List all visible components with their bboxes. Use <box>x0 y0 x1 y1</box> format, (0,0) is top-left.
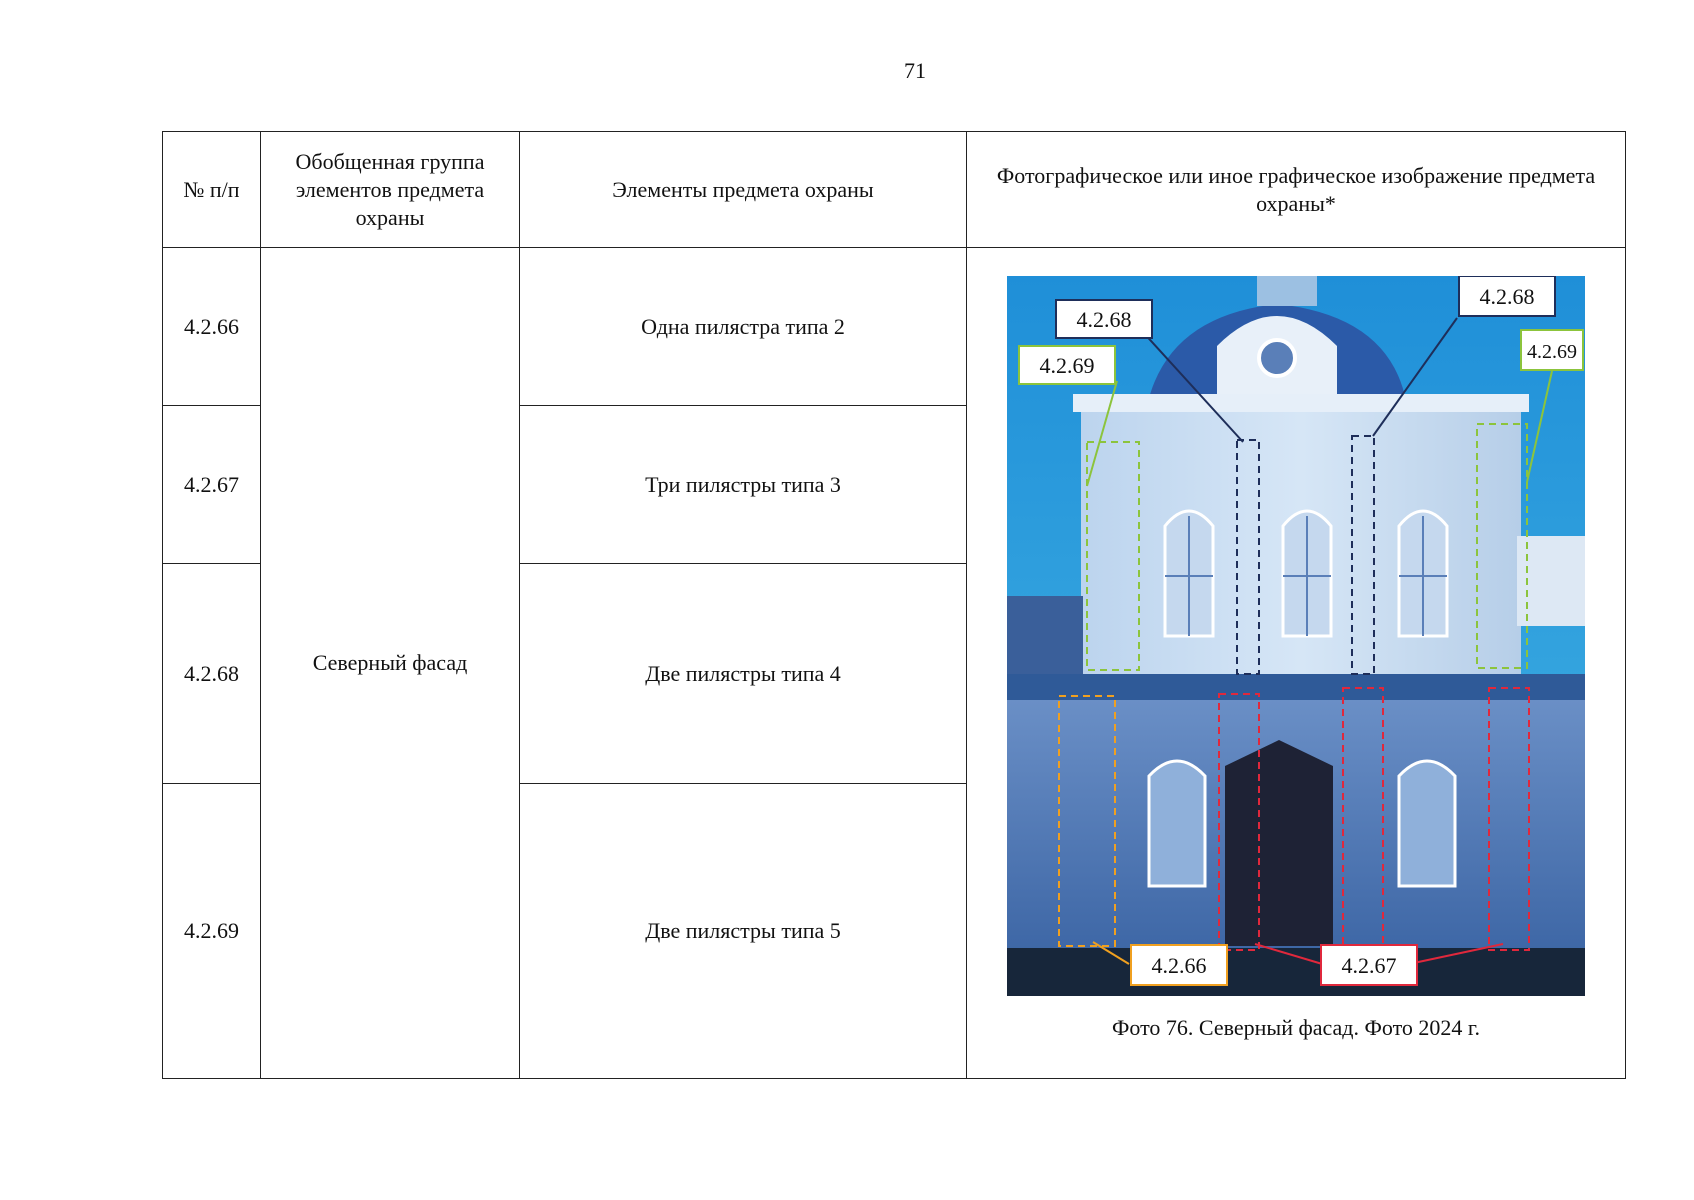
table-row <box>163 248 1626 406</box>
table-header-row <box>163 132 1626 248</box>
door <box>1225 740 1333 946</box>
callout-4-2-68-left: 4.2.68 <box>1076 306 1132 332</box>
drum <box>1257 276 1317 306</box>
callout-4-2-66: 4.2.66 <box>1151 952 1207 978</box>
row-number: 4.2.67 <box>163 406 261 564</box>
photo-caption: Фото 76. Северный фасад. Фото 2024 г. <box>1112 1014 1480 1040</box>
callout-4-2-69-right: 4.2.69 <box>1527 340 1577 363</box>
header-elements: Элементы предмета охраны <box>520 132 967 248</box>
callout-4-2-67: 4.2.67 <box>1341 952 1397 978</box>
callout-4-2-69-left: 4.2.69 <box>1039 352 1095 378</box>
row-element: Три пилястры типа 3 <box>520 406 967 564</box>
row-number: 4.2.68 <box>163 564 261 784</box>
photo-cell <box>967 248 1626 1079</box>
row-number: 4.2.69 <box>163 784 261 1079</box>
row-element: Две пилястры типа 5 <box>520 784 967 1079</box>
group-cell: Северный фасад <box>261 248 520 1079</box>
row-element: Одна пилястра типа 2 <box>520 248 967 406</box>
north-facade-photo <box>1007 276 1585 996</box>
callout-4-2-68-right: 4.2.68 <box>1479 283 1535 309</box>
row-element: Две пилястры типа 4 <box>520 564 967 784</box>
page-number: 71 <box>904 58 926 83</box>
header-image: Фотографическое или иное графическое изображение предмета охраны* <box>967 132 1626 248</box>
oculus <box>1259 340 1295 376</box>
cornice <box>1073 394 1529 412</box>
header-group: Обобщенная группа элементов предмета охраны <box>261 132 520 248</box>
protection-table <box>162 131 1626 1079</box>
photo-wrap <box>967 250 1625 1077</box>
row-number: 4.2.66 <box>163 248 261 406</box>
header-number: № п/п <box>163 132 261 248</box>
mid-roof <box>1007 674 1585 700</box>
